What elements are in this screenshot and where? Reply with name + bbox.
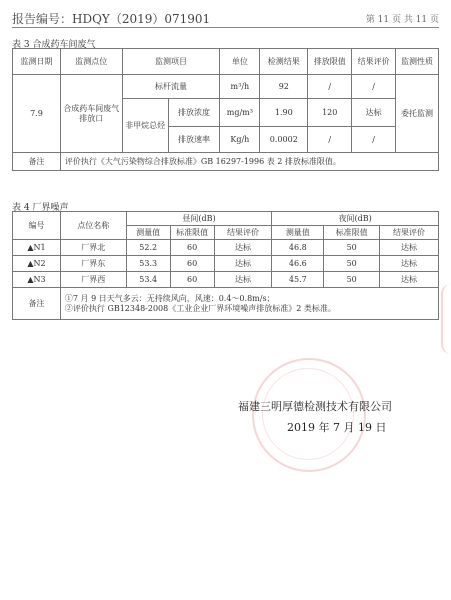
note-text: 评价执行《大气污染物综合排放标准》GB 16297-1996 表 2 排放标准限值。 <box>60 153 438 171</box>
unit-flow: m³/h <box>220 75 260 99</box>
row-day-eval: 达标 <box>214 272 272 288</box>
noise-note-weather: ①7 月 9 日天气多云：无持续风向，风速：0.4～0.8m/s； <box>64 293 275 303</box>
eval-concentration: 达标 <box>352 99 396 127</box>
col-night-value: 测量值 <box>272 226 324 240</box>
limit-flow: / <box>308 75 352 99</box>
item-rate: 排放速率 <box>168 127 220 153</box>
report-number: 报告编号：HDQY（2019）071901 <box>12 12 211 26</box>
result-flow: 92 <box>260 75 308 99</box>
noise-table <box>12 211 439 320</box>
row-day-limit: 60 <box>170 272 214 288</box>
col-night: 夜间(dB) <box>272 212 439 226</box>
col-limit: 排放限值 <box>308 49 352 75</box>
row-point: 厂界北 <box>60 240 126 256</box>
row-day-eval: 达标 <box>214 256 272 272</box>
unit-concentration: mg/m³ <box>220 99 260 127</box>
row-no: ▲N3 <box>13 272 61 288</box>
limit-concentration: 120 <box>308 99 352 127</box>
col-day-value: 测量值 <box>126 226 170 240</box>
eval-rate: / <box>352 127 396 153</box>
col-point: 监测点位 <box>60 49 122 75</box>
col-day: 昼间(dB) <box>126 212 272 226</box>
exhaust-gas-table <box>12 48 439 171</box>
col-nature: 监测性质 <box>396 49 439 75</box>
row-night-value: 45.7 <box>272 272 324 288</box>
row-day-value: 53.4 <box>126 272 170 288</box>
row-day-value: 52.2 <box>126 240 170 256</box>
col-result: 检测结果 <box>260 49 308 75</box>
col-day-eval: 结果评价 <box>214 226 272 240</box>
row-point: 厂界西 <box>60 272 126 288</box>
monitor-point: 合成药车间废气排放口 <box>60 75 122 153</box>
row-no: ▲N2 <box>13 256 61 272</box>
table4-caption: 表 4 厂界噪声 <box>12 203 69 213</box>
page-seam-seal <box>441 284 451 354</box>
row-night-value: 46.8 <box>272 240 324 256</box>
row-night-limit: 50 <box>324 272 380 288</box>
col-night-eval: 结果评价 <box>380 226 439 240</box>
noise-note-label: 备注 <box>13 288 61 320</box>
table3-caption: 表 3 合成药车间废气 <box>12 40 96 50</box>
result-concentration: 1.90 <box>260 99 308 127</box>
col-no: 编号 <box>13 212 61 240</box>
result-rate: 0.0002 <box>260 127 308 153</box>
row-night-value: 46.6 <box>272 256 324 272</box>
report-date: 2019 年 7 月 19 日 <box>287 421 387 434</box>
row-night-eval: 达标 <box>380 240 439 256</box>
col-unit: 单位 <box>220 49 260 75</box>
company-name: 福建三明厚德检测技术有限公司 <box>238 400 392 413</box>
eval-flow: / <box>352 75 396 99</box>
row-night-eval: 达标 <box>380 272 439 288</box>
table-row <box>13 240 439 256</box>
header-divider <box>12 27 439 28</box>
row-night-limit: 50 <box>324 256 380 272</box>
page-number: 第 11 页 共 11 页 <box>365 15 439 25</box>
row-no: ▲N1 <box>13 240 61 256</box>
company-seal-inner-ring <box>262 368 354 460</box>
row-night-limit: 50 <box>324 240 380 256</box>
col-item: 监测项目 <box>122 49 220 75</box>
row-day-limit: 60 <box>170 256 214 272</box>
row-day-eval: 达标 <box>214 240 272 256</box>
monitor-date: 7.9 <box>13 75 61 153</box>
col-date: 监测日期 <box>13 49 61 75</box>
row-day-limit: 60 <box>170 240 214 256</box>
col-point-name: 点位名称 <box>60 212 126 240</box>
noise-note-standard: ②评价执行 GB12348-2008《工业企业厂界环境噪声排放标准》2 类标准。 <box>64 303 336 313</box>
col-night-limit: 标准限值 <box>324 226 380 240</box>
row-day-value: 53.3 <box>126 256 170 272</box>
unit-rate: Kg/h <box>220 127 260 153</box>
item-flow: 标杆流量 <box>122 75 220 99</box>
col-eval: 结果评价 <box>352 49 396 75</box>
note-label: 备注 <box>13 153 61 171</box>
row-night-eval: 达标 <box>380 256 439 272</box>
item-group-nmhc: 非甲烷总烃 <box>122 99 168 153</box>
row-point: 厂界东 <box>60 256 126 272</box>
limit-rate: / <box>308 127 352 153</box>
monitor-nature: 委托监测 <box>396 75 439 153</box>
noise-note <box>60 288 438 320</box>
item-concentration: 排放浓度 <box>168 99 220 127</box>
col-day-limit: 标准限值 <box>170 226 214 240</box>
table-row <box>13 272 439 288</box>
table-row <box>13 256 439 272</box>
